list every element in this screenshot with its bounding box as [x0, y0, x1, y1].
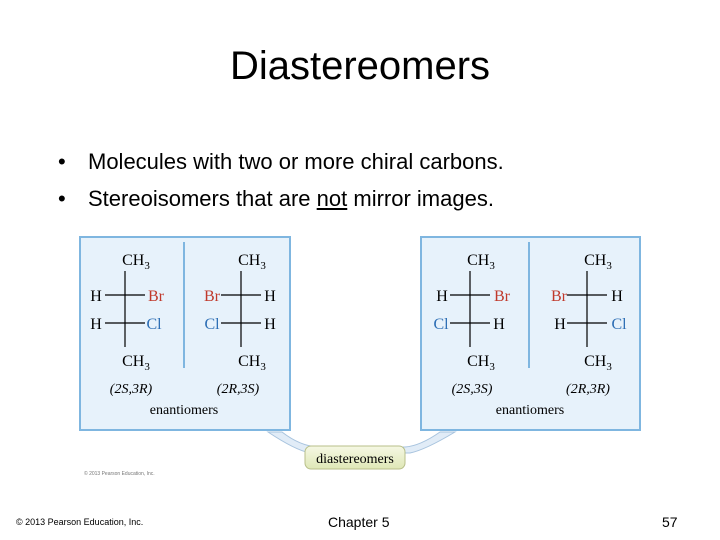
footer-chapter: Chapter 5 [328, 514, 390, 530]
svg-text:CH3: $CH_3$ [238, 252, 266, 272]
panel-caption: enantiomers [149, 403, 219, 418]
svg-text:CH3: $CH_3$ [584, 353, 612, 373]
config-label: (2S,3S) [451, 382, 493, 397]
config-label: (2S,3R) [109, 382, 153, 397]
bottom-group: $CH_3$ [122, 353, 150, 373]
svg-text:CH3: $CH_3$ [238, 353, 266, 373]
top-group: $CH_3$ [122, 252, 150, 272]
svg-text:Br: Br [551, 288, 567, 305]
underlined-word: not [316, 186, 348, 211]
svg-text:Cl: Cl [611, 316, 627, 333]
svg-text:H: H [264, 316, 276, 333]
panel-caption: enantiomers [495, 403, 565, 418]
svg-text:H: H [264, 288, 276, 305]
svg-text:H: H [493, 316, 505, 333]
svg-text:Br: Br [148, 288, 164, 305]
svg-text:Br: Br [204, 288, 220, 305]
slide-number: 57 [662, 514, 678, 530]
svg-text:Cl: Cl [204, 316, 220, 333]
svg-text:H: H [611, 288, 623, 305]
svg-text:CH3: $CH_3$ [584, 252, 612, 272]
svg-text:H: H [90, 316, 102, 333]
image-credit: © 2013 Pearson Education, Inc. [84, 471, 155, 477]
footer-copyright: © 2013 Pearson Education, Inc. [16, 517, 144, 527]
bullet-item: • Molecules with two or more chiral carbons. [58, 149, 504, 174]
svg-text:CH3: $CH_3$ [467, 252, 495, 272]
config-label: (2R,3R) [566, 382, 610, 397]
bullet-item: • Stereoisomers that are not mirror images. [58, 186, 494, 211]
svg-text:Br: Br [494, 288, 510, 305]
svg-text:CH3: $CH_3$ [467, 353, 495, 373]
callout-label: diastereomers [316, 452, 394, 467]
config-label: (2R,3S) [216, 382, 260, 397]
bullet-text: Molecules with two or more chiral carbons. [88, 149, 504, 174]
bullet-text: Stereoisomers that are [88, 186, 317, 211]
svg-text:Cl: Cl [146, 316, 162, 333]
slide-title: Diastereomers [229, 44, 491, 88]
svg-text:Cl: Cl [433, 316, 449, 333]
svg-text:H: H [554, 316, 566, 333]
svg-text:H: H [90, 288, 102, 305]
svg-text:H: H [436, 288, 448, 305]
